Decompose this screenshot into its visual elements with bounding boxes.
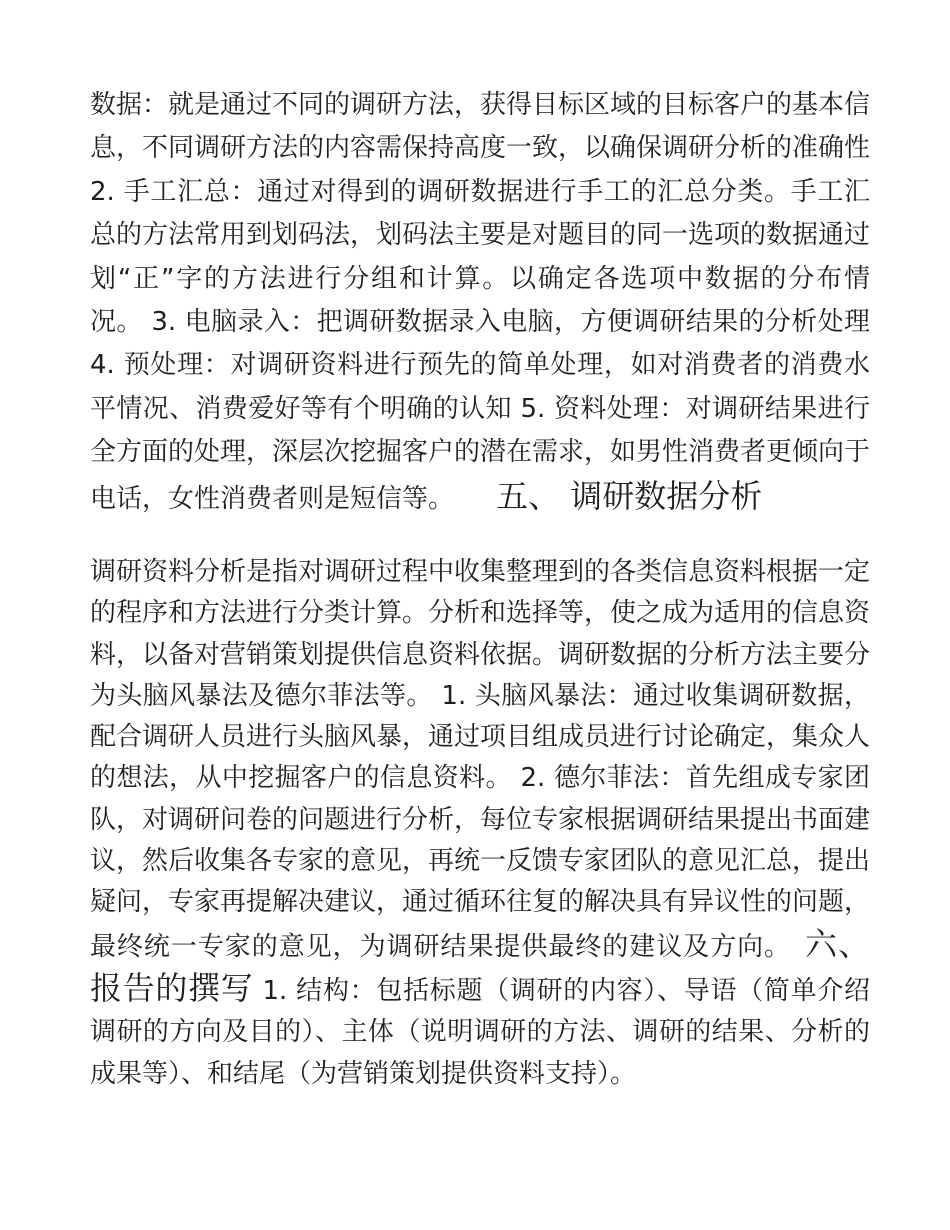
- section-heading-5: 五、 调研数据分析: [496, 476, 763, 515]
- section-heading-6: 六、 报告的撰写: [90, 924, 870, 1007]
- body-paragraph-2: [90, 552, 870, 1095]
- paragraph-2-tail: 1. 结构：包括标题（调研的内容）、导语（简单介绍调研的方向及目的）、主体（说明调研的方法、调研的结果、分析的成果等）、和结尾（为营销策划提供资料支持）。: [90, 975, 870, 1089]
- body-paragraph-1: [90, 84, 870, 521]
- paragraph-2-text: 调研资料分析是指对调研过程中收集整理到的各类信息资料根据一定的程序和方法进行分类计算。分析和选择等，使之成为适用的信息资料，以备对营销策划提供信息资料依据。调研数据的分析方法主要分为头脑风暴法及德尔菲法等。 1. 头脑风暴法：通过收集调研数据，配合调研人员进行头脑风暴，通过项目组成员进行讨论确定，集众人的想法，从中挖掘客户的信息资料。 2. 德尔菲法：首先组成专家团队，对调研问卷的问题进行分析，每位专家根据调研结果提出书面建议，然后收集各专家的意见，再统一反馈专家团队的意见汇总，提出疑问，专家再提解决建议，通过循环往复的解决具有异议性的问题，最终统一专家的意见，为调研结果提供最终的建议及方向。: [90, 557, 871, 962]
- paragraph-1-text: 数据：就是通过不同的调研方法，获得目标区域的目标客户的基本信息，不同调研方法的内容需保持高度一致，以确保调研分析的准确性 2. 手工汇总：通过对得到的调研数据进行手工的汇总分类。手工汇总的方法常用到划码法，划码法主要是对题目的同一选项的数据通过划“正”字的方法进行分组和计算。以确定各选项中数据的分布情况。 3. 电脑录入：把调研数据录入电脑，方便调研结果的分析处理 4. 预处理：对调研资料进行预先的简单处理，如对消费者的消费水平情况、消费爱好等有个明确的认知 5. 资料处理：对调研结果进行全方面的处理，深层次挖掘客户的潜在需求，如男性消费者更倾向于电话，女性消费者则是短信等。: [90, 90, 871, 514]
